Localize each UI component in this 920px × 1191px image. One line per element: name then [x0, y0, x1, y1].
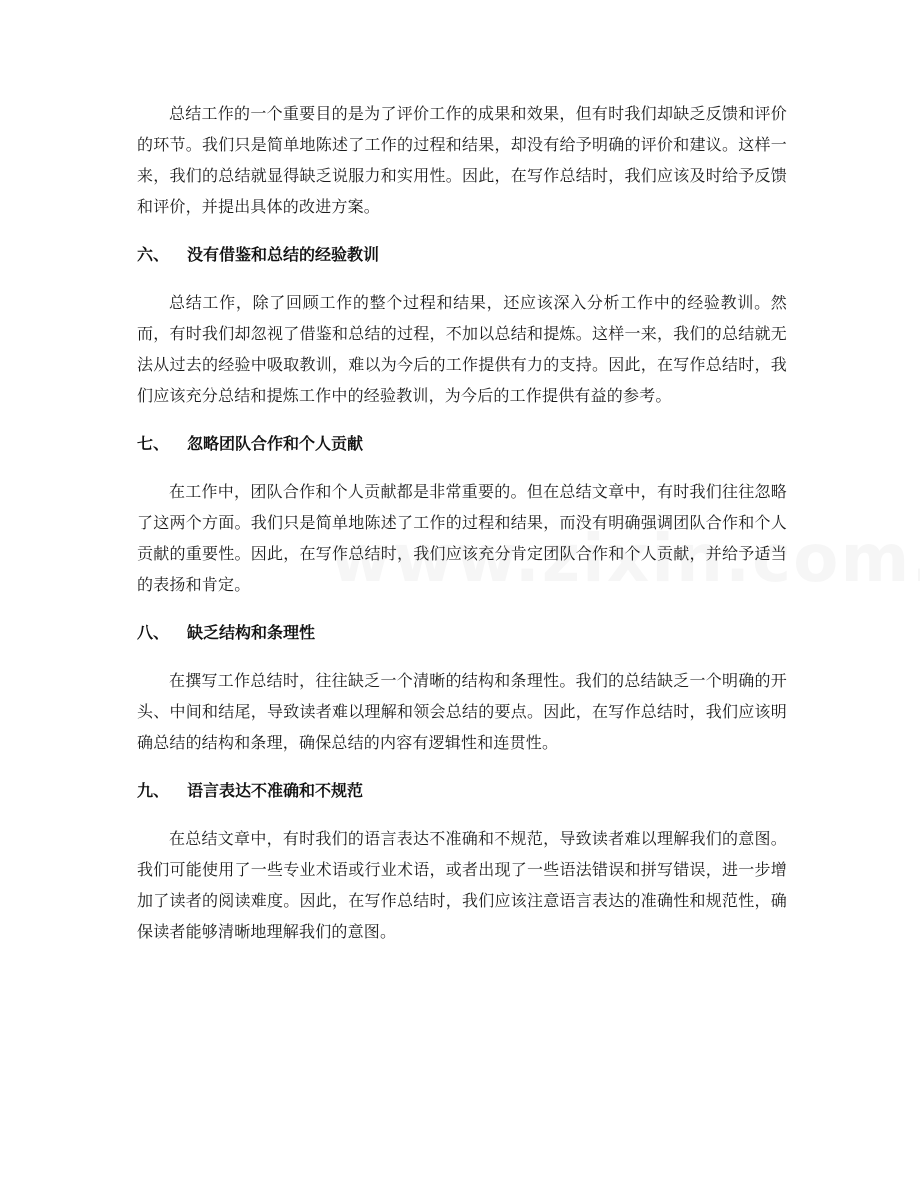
section-number: 八、 [137, 623, 170, 642]
section-title: 缺乏结构和条理性 [187, 623, 316, 642]
section-heading-7 [137, 432, 787, 456]
paragraph-section-8: 在撰写工作总结时，往往缺乏一个清晰的结构和条理性。我们的总结缺乏一个明确的开头、中间和结尾，导致读者难以理解和领会总结的要点。因此，在写作总结时，我们应该明确总结的结构和条理，确保总结的内容有逻辑性和连贯性。 [137, 671, 787, 752]
section-title: 语言表达不准确和不规范 [187, 781, 364, 800]
paragraph-section-9: 在总结文章中，有时我们的语言表达不准确和不规范，导致读者难以理解我们的意图。我们可能使用了一些专业术语或行业术语，或者出现了一些语法错误和拼写错误，进一步增加了读者的阅读难度。因此，在写作总结时，我们应该注意语言表达的准确性和规范性，确保读者能够清晰地理解我们的意图。 [137, 829, 787, 941]
section-heading-8 [137, 621, 787, 645]
section-number: 七、 [137, 434, 170, 453]
section-heading-9 [137, 779, 787, 803]
section-number: 九、 [137, 781, 170, 800]
paragraph-section-6: 总结工作，除了回顾工作的整个过程和结果，还应该深入分析工作中的经验教训。然而，有时我们却忽视了借鉴和总结的过程，不加以总结和提炼。这样一来，我们的总结就无法从过去的经验中吸取教训，难以为今后的工作提供有力的支持。因此，在写作总结时，我们应该充分总结和提炼工作中的经验教训，为今后的工作提供有益的参考。 [137, 293, 787, 405]
section-heading-6 [137, 243, 787, 267]
paragraph-intro: 总结工作的一个重要目的是为了评价工作的成果和效果，但有时我们却缺乏反馈和评价的环节。我们只是简单地陈述了工作的过程和结果，却没有给予明确的评价和建议。这样一来，我们的总结就显得缺乏说服力和实用性。因此，在写作总结时，我们应该及时给予反馈和评价，并提出具体的改进方案。 [137, 104, 787, 216]
section-number: 六、 [137, 245, 170, 264]
paragraph-section-7: 在工作中，团队合作和个人贡献都是非常重要的。但在总结文章中，有时我们往往忽略了这两个方面。我们只是简单地陈述了工作的过程和结果，而没有明确强调团队合作和个人贡献的重要性。因此，在写作总结时，我们应该充分肯定团队合作和个人贡献，并给予适当的表扬和肯定。 [137, 482, 787, 594]
section-title: 没有借鉴和总结的经验教训 [187, 245, 380, 264]
section-title: 忽略团队合作和个人贡献 [187, 434, 364, 453]
document-body [137, 98, 787, 947]
